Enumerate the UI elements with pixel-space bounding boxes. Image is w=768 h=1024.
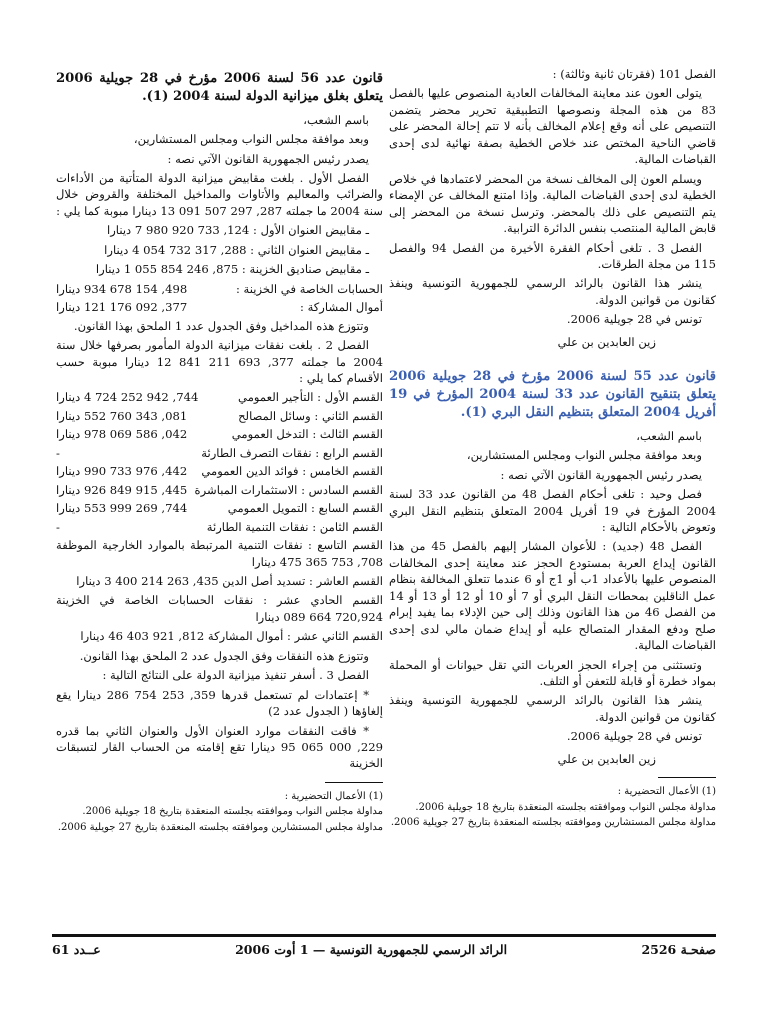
row-label: القسم السادس : الاستثمارات المباشرة [194,482,383,497]
footer-divider [52,934,716,937]
article-48-new: الفصل 48 (جديد) : للأعوان المشار إليهم بالفصل 45 من هذا القانون إيداع العربة بمستودع الحجز عند معاينة إحدى المخالفات المنصوص عليها بالأعداد 1ب أو 1ج أو 6 عندما تتعلق المخالفة بنظام عمل الناقلين بمحطات النقل البري أو 7 أو 10 أو 12 أو 13 أو 14 من الفصل 46 من هذا القانون وذلك إلى حين الإدلاء بما يفيد إبرام صلح ودفع المقدار المتصالح عليه أو إيداع ضمان مالي لدى إحدى القباضات المالية. [389,539,716,653]
section-row [56,408,383,424]
preamble: باسم الشعب، [636,428,702,443]
row-label: القسم الثامن : نفقات التنمية الطارئة [206,519,383,534]
paragraph: ويسلم العون إلى المخالف نسخة من المحضر لاعتمادها في خلاص الخطية لدى إحدى القباضات المالية. وإذا امتنع المخالف عن الإمضاء يتم التنصيص على ذلك بالمحضر. وترسل نسخة من المحضر إلى قابض المالية المنتصب بنفس الدائرة الترابية. [389,171,716,236]
footnote-divider [325,782,383,783]
article-3: الفصل 3 . أسفر تنفيذ ميزانية الدولة على النتائج التالية : [102,668,369,683]
right-column [389,66,716,916]
footnote-line: مداولة مجلس المستشارين وموافقته بجلسته المنعقدة بتاريخ 27 جويلية 2006. [390,817,716,829]
row-label: أموال المشاركة : [299,300,383,315]
result-item: * فاقت النفقات موارد العنوان الأول والعنوان الثاني بما قدره 229, 000 065 95 دينارا تقع إقامته من الحساب القار لتسبقات الخزينة [56,723,383,771]
preamble: باسم الشعب، [303,112,369,127]
section-row [56,463,383,479]
publication-clause: ينشر هذا القانون بالرائد الرسمي للجمهورية التونسية وينفذ كقانون من قوانين الدولة. [389,276,716,307]
publication-clause: ينشر هذا القانون بالرائد الرسمي للجمهورية التونسية وينفذ كقانون من قوانين الدولة. [389,693,716,724]
law-56-title: قانون عدد 56 لسنة 2006 مؤرخ في 28 جويلية 2006 يتعلق بغلق ميزانية الدولة لسنة 2004 (1). [56,71,383,104]
section-row: القسم التاسع : نفقات التنمية المرتبطة بالموارد الخارجية الموظفة 708, 753 365 475 دينارا [56,538,383,569]
article-101-heading: الفصل 101 (فقرتان ثانية وثالثة) : [552,67,716,81]
preamble: وبعد موافقة مجلس النواب ومجلس المستشارين، [466,448,702,463]
footnote-line: مداولة مجلس النواب وموافقته بجلسته المنعقدة بتاريخ 18 جويلية 2006. [82,806,383,818]
row-amount: 498, 154 678 934 دينارا [56,281,188,296]
paragraph: وتستثنى من إجراء الحجز العربات التي تقل حيوانات أو المحملة بمواد خطرة أو قابلة للتعفن أو التلف. [389,657,716,689]
signature: زين العابدين بن علي [557,751,656,766]
preamble: يصدر رئيس الجمهورية القانون الآتي نصه : [500,467,702,482]
row-amount: 442, 976 733 990 دينارا [56,464,188,479]
row-label: القسم السابع : التمويل العمومي [227,501,383,516]
section-row: القسم الحادي عشر : نفقات الحسابات الخاصة في الخزينة 720,924 664 089 دينارا [56,593,383,624]
section-row: القسم الثاني عشر : أموال المشاركة 812, 921 403 46 دينارا [80,629,383,644]
section-row: القسم العاشر : تسديد أصل الدين 435, 263 214 400 3 دينارا [76,573,383,588]
footnote-line: مداولة مجلس النواب وموافقته بجلسته المنعقدة بتاريخ 18 جويلية 2006. [415,801,716,813]
footnote-title: (1) الأعمال التحضيرية : [617,786,716,798]
footnote-title: (1) الأعمال التحضيرية : [284,790,383,802]
section-row [56,445,383,461]
article-1: الفصل الأول . بلغت مقابيض ميزانية الدولة المتأتية من الأداءات والضرائب والمعاليم والأتاوات والمداخيل المختلفة والقروض خلال سنة 2004 ما جملته 287, 297 507 091 13 دينارا مبوبة كما يلي : [56,170,383,218]
section-row [56,500,383,516]
preamble: وبعد موافقة مجلس النواب ومجلس المستشارين، [133,132,369,147]
special-accounts-row [56,281,383,297]
journal-title: الرائد الرسمي للجمهورية التونسية — 1 أوت 2006 [235,942,508,957]
preamble: يصدر رئيس الجمهورية القانون الآتي نصه : [167,151,369,166]
row-amount: 744, 942 252 724 4 دينارا [56,390,199,405]
law-55-title: قانون عدد 55 لسنة 2006 مؤرخ في 28 جويلية 2006 يتعلق بتنقيح القانون عدد 33 لسنة 2004 المؤرخ في 19 أفريل 2004 المتعلق بتنظيم النقل البري (1). [389,369,716,420]
row-label: القسم الثاني : وسائل المصالح [238,408,383,423]
article-3: الفصل 3 . تلغى أحكام الفقرة الأخيرة من الفصل 94 والفصل 115 من مجلة الطرقات. [389,240,716,271]
section-row [56,519,383,535]
revenue-line: ـ مقابيض صناديق الخزينة : 875, 246 854 055 1 دينارا [95,262,369,277]
issue-number: عــدد 61 [52,942,101,957]
page-footer [52,941,716,959]
section-row [56,482,383,498]
date-line: تونس في 28 جويلية 2006. [566,729,702,744]
date-line: تونس في 28 جويلية 2006. [566,312,702,327]
section-row [56,426,383,442]
section-row [56,389,383,405]
single-article: فصل وحيد : تلغى أحكام الفصل 48 من القانون عدد 33 لسنة 2004 المؤرخ في 19 أفريل 2004 المتعلق بتنظيم النقل البري وتعوض بالأحكام التالية : [389,487,716,534]
paragraph: يتولى العون عند معاينة المخالفات العادية المنصوص عليها بالفصل 83 من هذه المجلة ونصوصها التطبيقية تحرير محضر يتضمن التنصيص على أنه وقع إعلام المخالف بأنه لا تتم إحالة المحضر على قاضي الناحية المختص عند خلاص الخطية بصفة نهائية لدى إحدى القباضات المالية. [389,86,716,167]
row-label: الحسابات الخاصة في الخزينة : [235,281,383,296]
article-2: الفصل 2 . بلغت نفقات ميزانية الدولة المأمور بصرفها خلال سنة 2004 ما جملته 377, 693 211 841 12 دينارا مبوبة حسب الأقسام كما يلي : [56,338,383,385]
row-label: القسم الثالث : التدخل العمومي [231,427,383,442]
signature: زين العابدين بن علي [557,334,656,349]
row-label: القسم الأول : التأجير العمومي [238,390,383,405]
footnote-divider [658,777,716,778]
paragraph: وتتوزع هذه المداخيل وفق الجدول عدد 1 الملحق بهذا القانون. [73,318,369,333]
row-amount: 042, 586 069 978 دينارا [56,427,188,442]
row-amount: 377, 092 176 121 دينارا [56,300,188,315]
revenue-line: ـ مقابيض العنوان الأول : 124, 733 920 980 7 دينارا [106,223,369,238]
row-label: القسم الخامس : فوائد الدين العمومي [201,464,383,479]
participation-row [56,299,383,315]
row-amount: 081, 343 760 552 دينارا [56,408,188,423]
row-amount: - [56,519,60,534]
footnote-line: مداولة مجلس المستشارين وموافقته بجلسته المنعقدة بتاريخ 27 جويلية 2006. [57,821,383,833]
result-item: * إعتمادات لم تستعمل قدرها 359, 253 754 286 دينارا يقع إلغاؤها ( الجدول عدد 2) [56,687,383,719]
paragraph: وتتوزع هذه النفقات وفق الجدول عدد 2 الملحق بهذا القانون. [79,648,369,663]
page-number: صفحـة 2526 [641,942,716,957]
row-amount: 445, 915 849 926 دينارا [56,482,188,497]
row-label: القسم الرابع : نفقات التصرف الطارئة [201,445,383,460]
revenue-line: ـ مقابيض العنوان الثاني : 288, 317 732 054 4 دينارا [104,242,369,257]
row-amount: - [56,445,60,460]
row-amount: 744, 269 999 553 دينارا [56,501,188,516]
left-column [56,66,383,916]
